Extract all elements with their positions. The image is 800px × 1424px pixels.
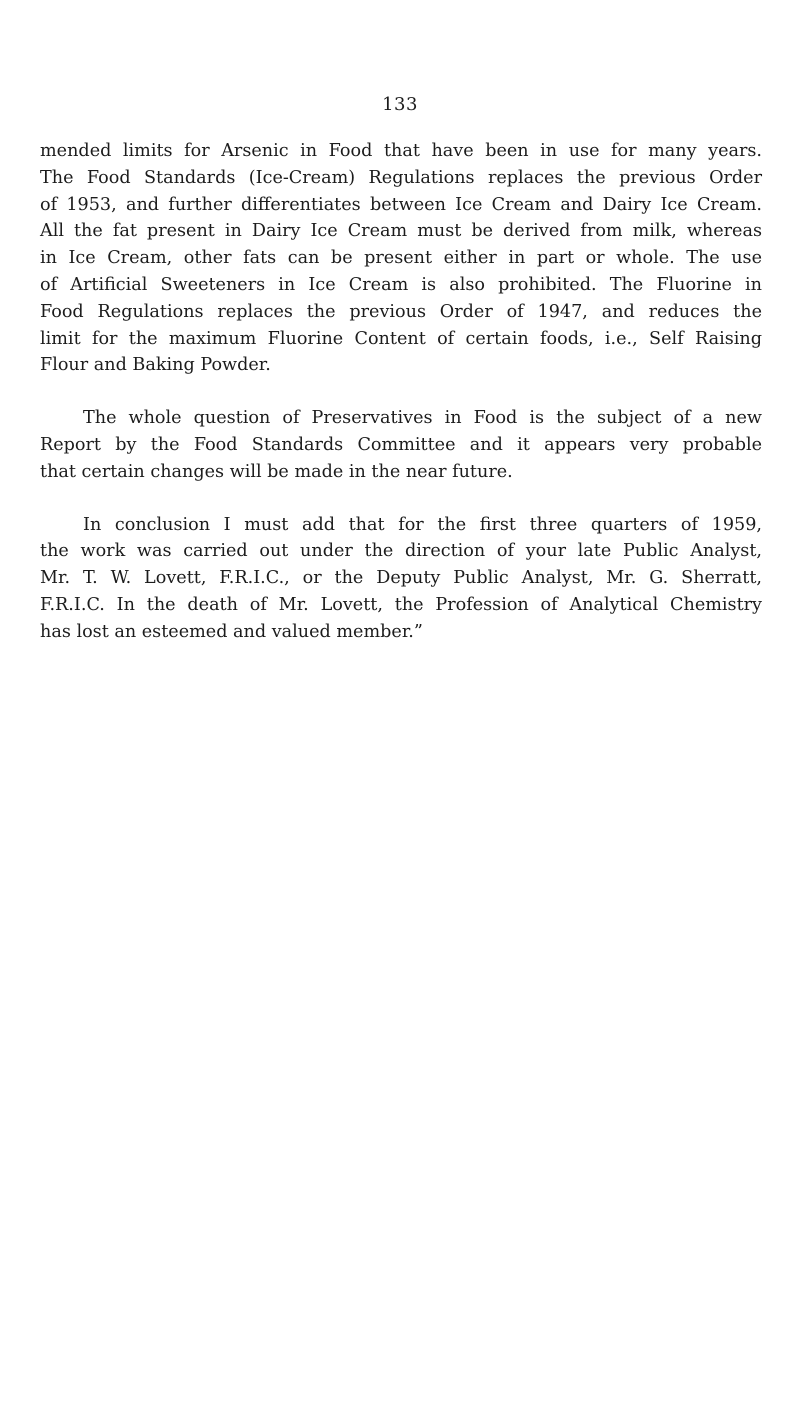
text-line: F.R.I.C. In the death of Mr. Lovett, the Profession of Analytical Chemistry [40,594,762,615]
text-line: in Ice Cream, other fats can be present either in part or whole. The use [40,248,762,269]
text-line: Flour and Baking Powder. [40,355,271,376]
text-line: of 1953, and further differentiates between Ice Cream and Dairy Ice Cream. [40,194,762,215]
text-line: The whole question of Preservatives in Food is the subject of a new [83,408,762,429]
paragraph-conclusion [40,512,762,646]
text-line: that certain changes will be made in the near future. [40,461,513,482]
text-line: mended limits for Arsenic in Food that have been in use for many years. [40,141,762,161]
page-number: 133 [382,94,418,115]
paragraph-food-regulations [40,138,762,379]
text-line: Food Regulations replaces the previous Order of 1947, and reduces the [40,301,762,322]
text-line: the work was carried out under the direction of your late Public Analyst, [40,541,762,562]
body-text [40,138,762,646]
text-line: of Artificial Sweeteners in Ice Cream is also prohibited. The Fluorine in [40,274,762,295]
text-line: In conclusion I must add that for the first three quarters of 1959, [83,514,762,535]
paragraph-preservatives [40,405,762,485]
text-line: has lost an esteemed and valued member.” [40,621,423,642]
text-line: Mr. T. W. Lovett, F.R.I.C., or the Deputy Public Analyst, Mr. G. Sherratt, [40,568,762,589]
text-line: Report by the Food Standards Committee and it appears very probable [40,434,762,455]
text-line: limit for the maximum Fluorine Content of certain foods, i.e., Self Raising [40,328,762,349]
text-line: The Food Standards (Ice-Cream) Regulations replaces the previous Order [40,167,762,188]
text-line: All the fat present in Dairy Ice Cream must be derived from milk, whereas [40,221,762,242]
